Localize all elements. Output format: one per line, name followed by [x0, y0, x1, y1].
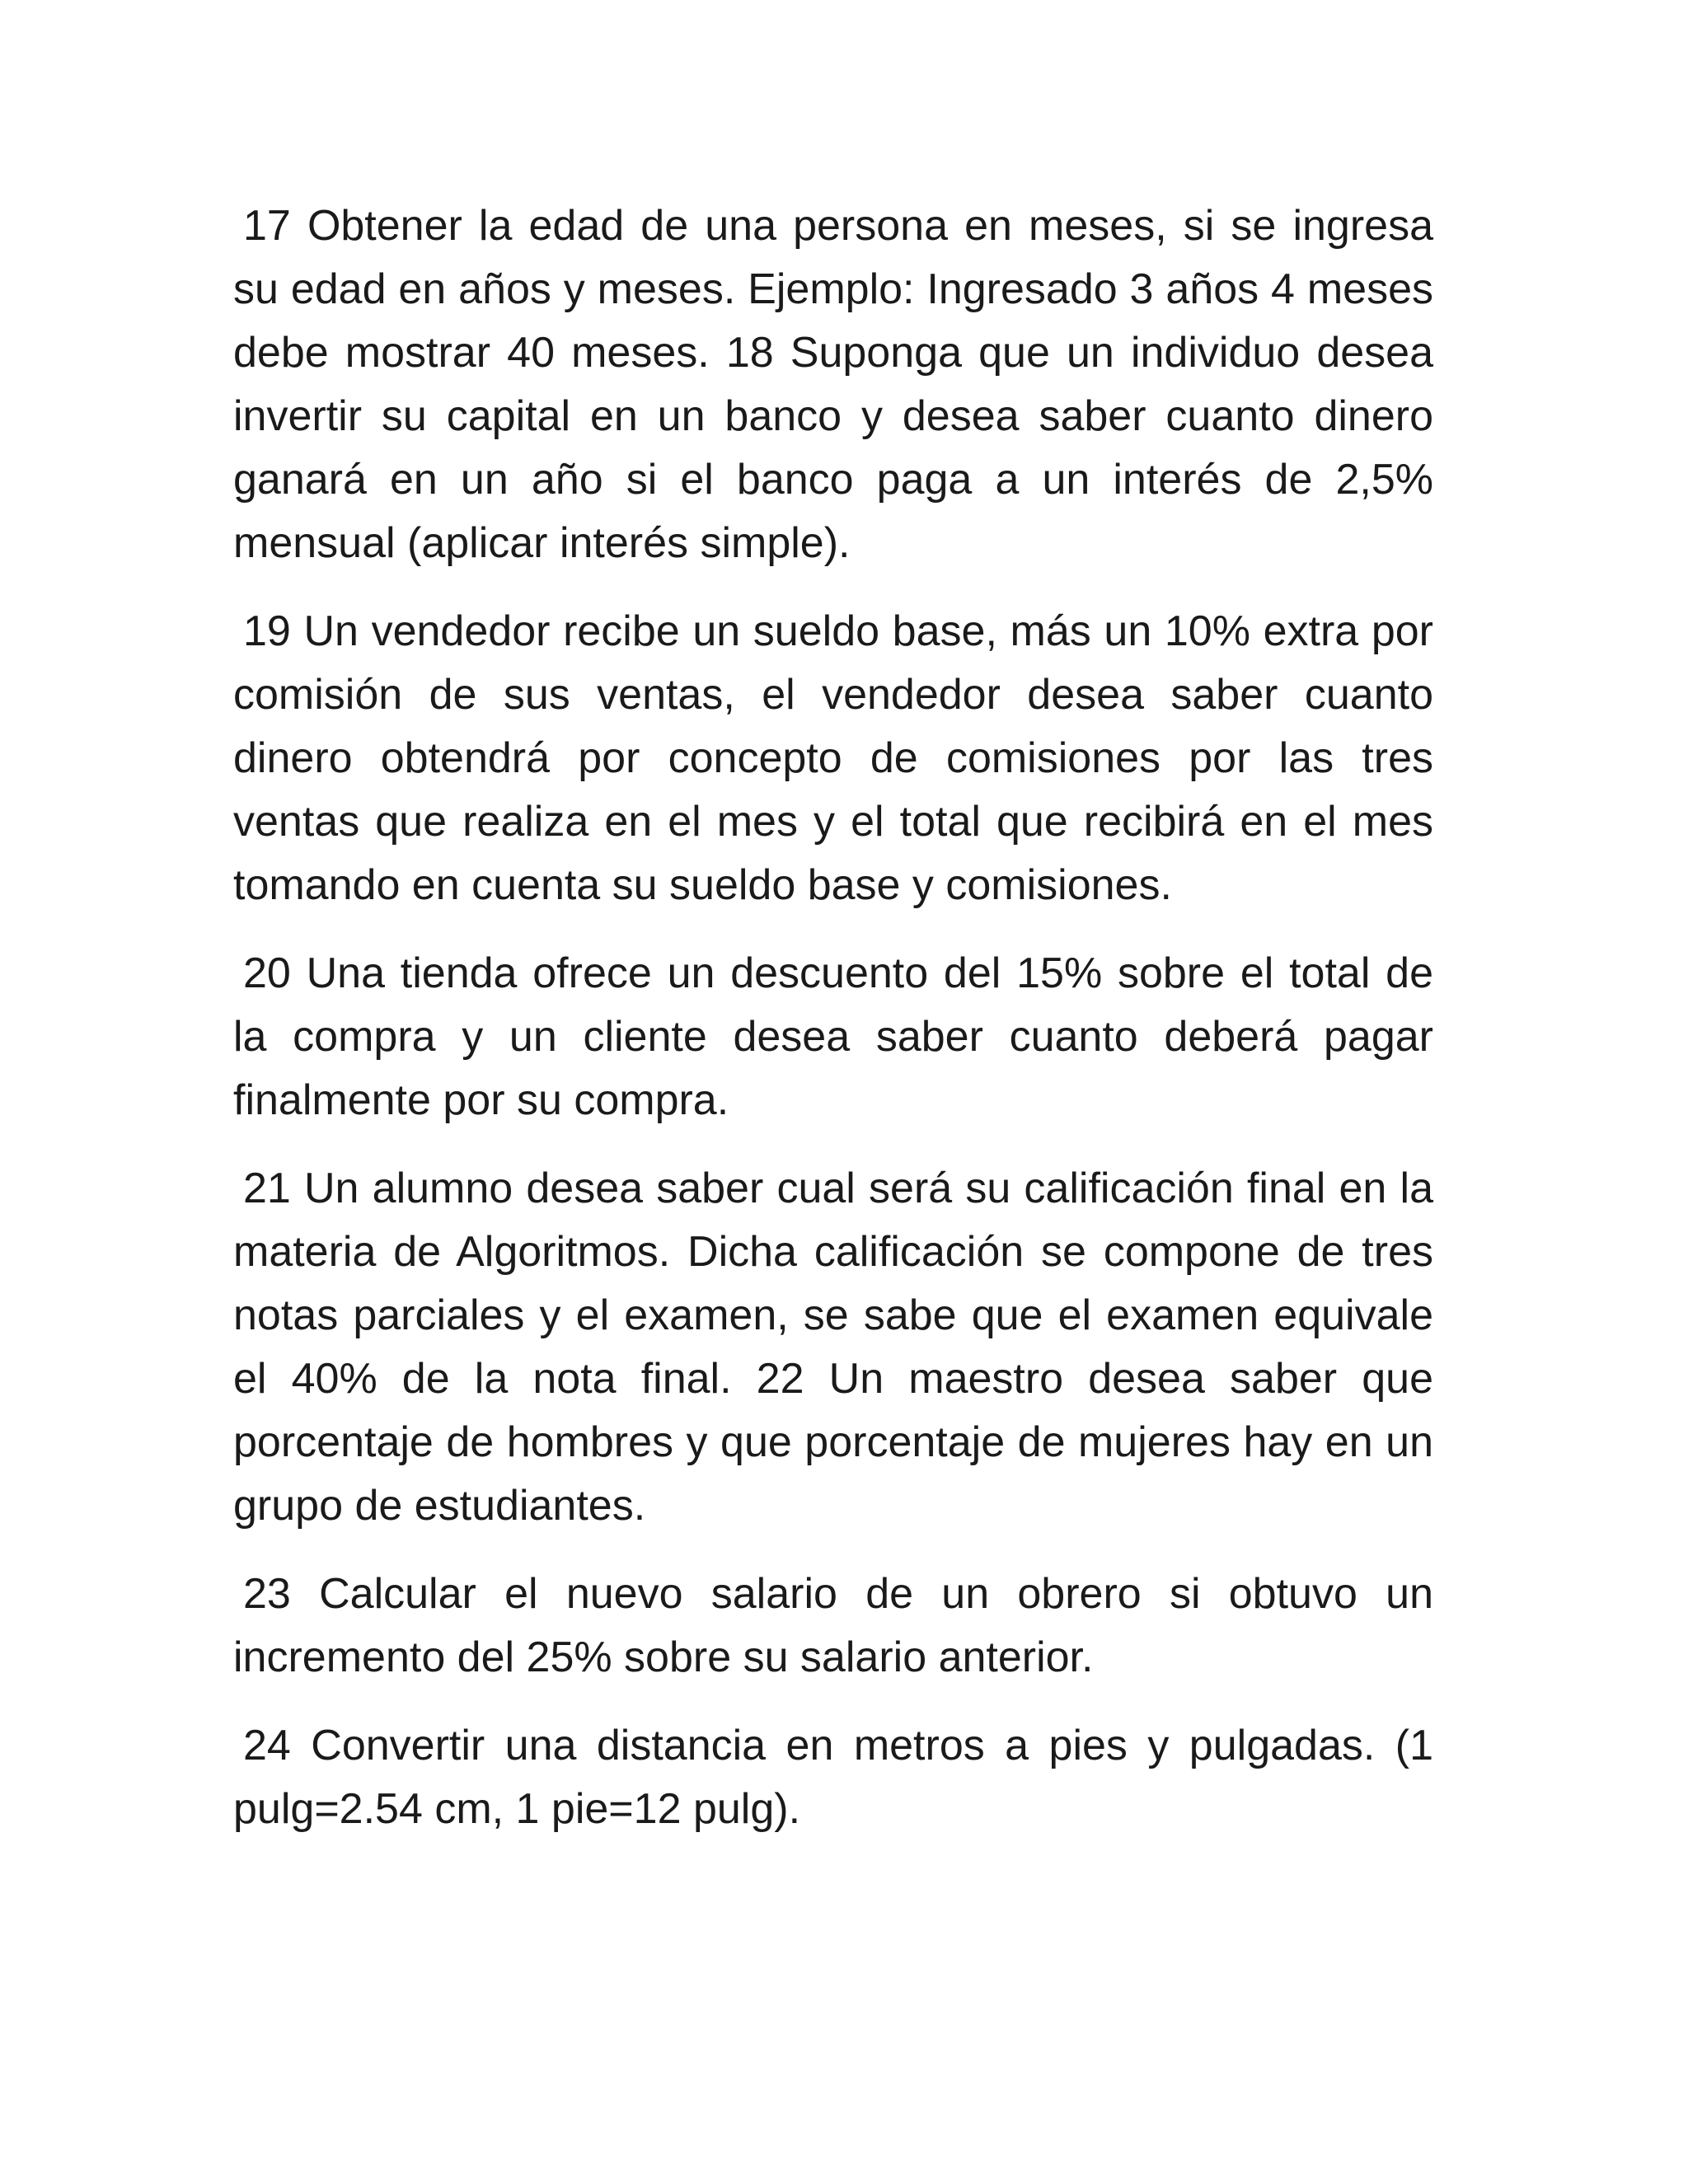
document-body: [233, 194, 1433, 1866]
exercise-paragraph-20: 20 Una tienda ofrece un descuento del 15% sobre el total de la compra y un cliente desea saber cuanto deberá pagar finalmente por su compra.: [233, 949, 1433, 1124]
exercise-paragraph-19: 19 Un vendedor recibe un sueldo base, más un 10% extra por comisión de sus ventas, el vendedor desea saber cuanto dinero obtendrá por concepto de comisiones por las tres ventas que realiza en el mes y el total que recibirá en el mes tomando en cuenta su sueldo base y comisiones.: [233, 607, 1433, 909]
exercise-paragraph-24: 24 Convertir una distancia en metros a pies y pulgadas. (1 pulg=2.54 cm, 1 pie=12 pulg).: [233, 1722, 1433, 1833]
exercise-paragraph-17-18: 17 Obtener la edad de una persona en meses, si se ingresa su edad en años y meses. Ejemplo: Ingresado 3 años 4 meses debe mostrar 40 meses. 18 Suponga que un individuo desea invertir su capital en un banco y desea saber cuanto dinero ganará en un año si el banco paga a un interés de 2,5% mensual (aplicar interés simple).: [233, 202, 1433, 567]
exercise-paragraph-23: 23 Calcular el nuevo salario de un obrero si obtuvo un incremento del 25% sobre su salario anterior.: [233, 1570, 1433, 1681]
exercise-paragraph-21-22: 21 Un alumno desea saber cual será su calificación final en la materia de Algoritmos. Dicha calificación se compone de tres notas parciales y el examen, se sabe que el examen equivale el 40% de la nota final. 22 Un maestro desea saber que porcentaje de hombres y que porcentaje de mujeres hay en un grupo de estudiantes.: [233, 1165, 1433, 1530]
